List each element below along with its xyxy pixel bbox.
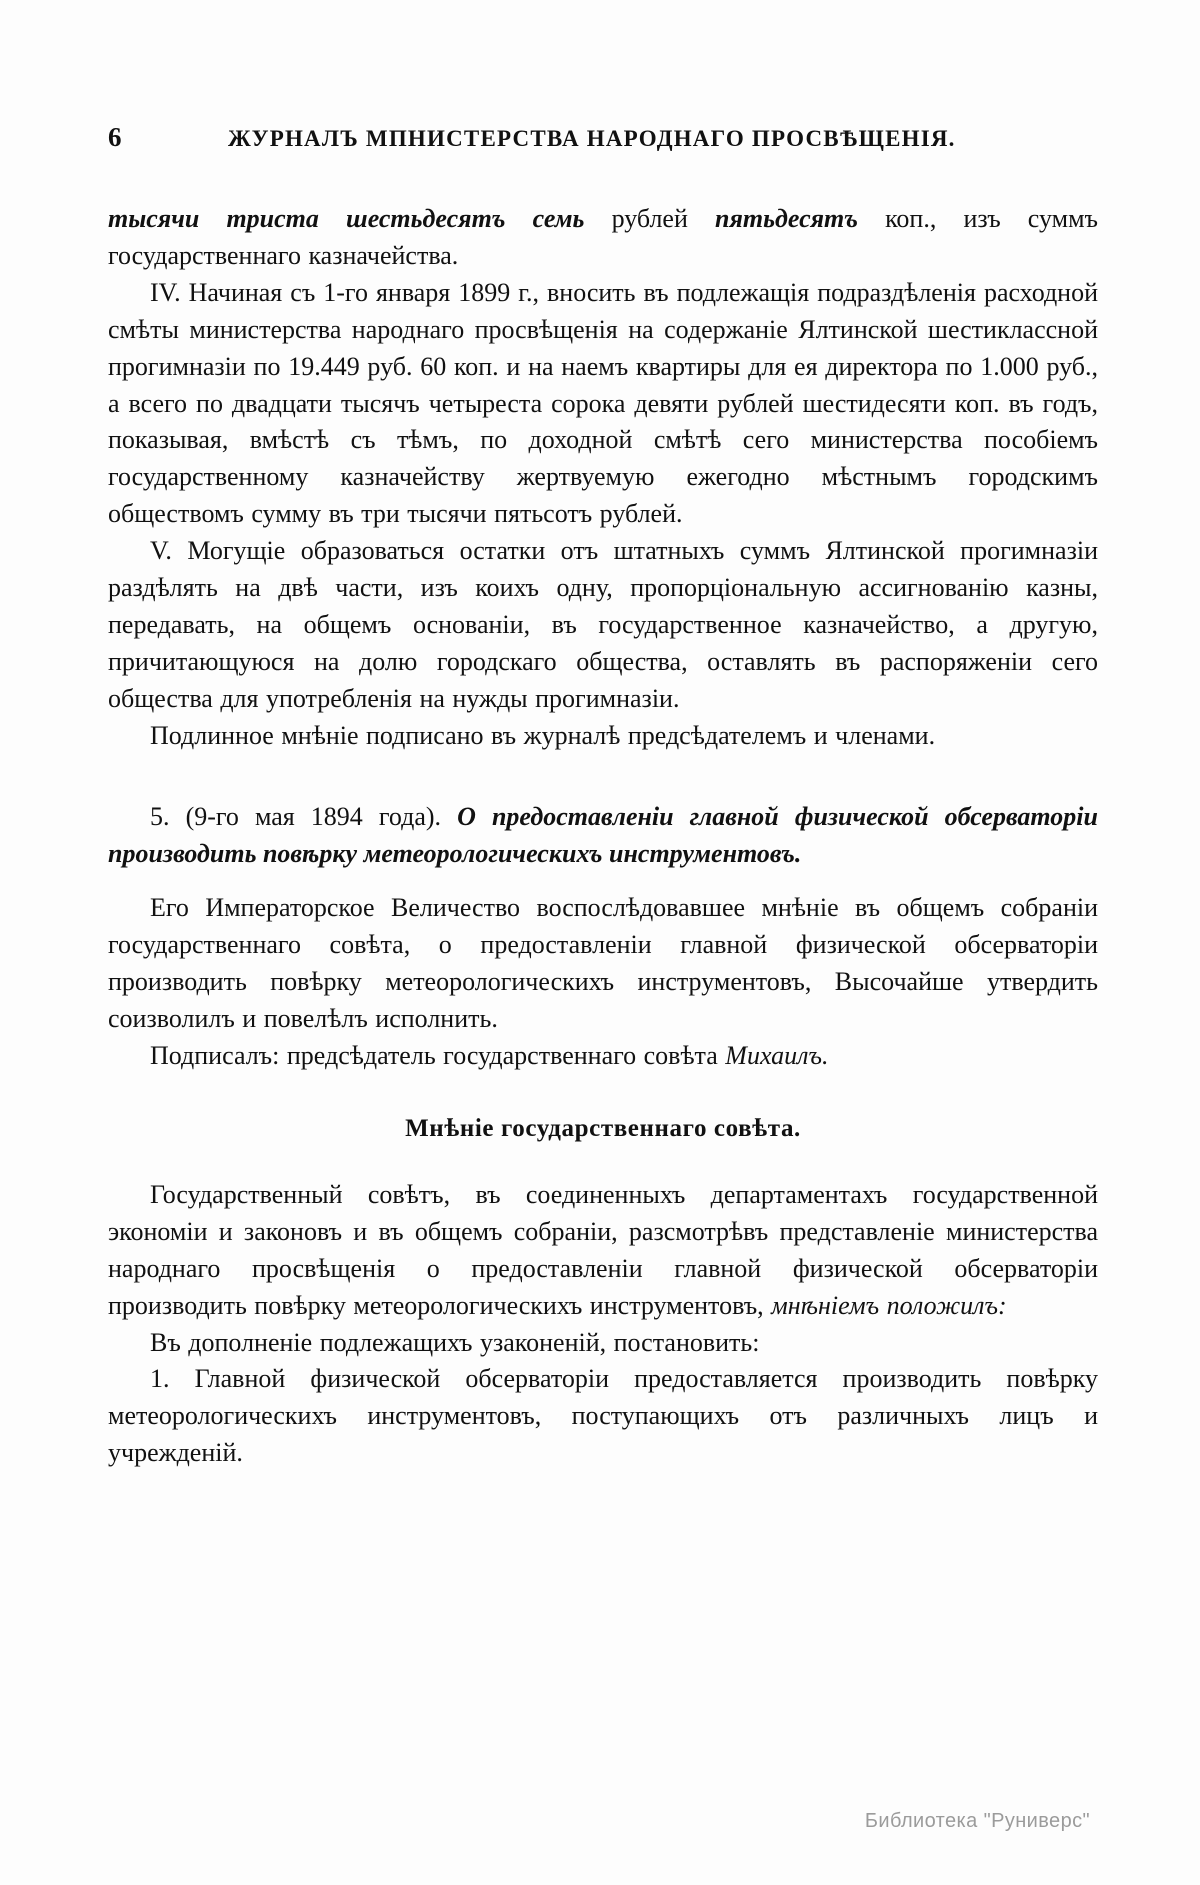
- paragraph-continued: [108, 201, 1098, 275]
- paragraph-council-3: 1. Главной физической обсерваторіи предоставляется производить повѣрку метеорологическихъ инструментовъ, поступающихъ отъ различныхъ лицъ и учрежденій.: [108, 1364, 1098, 1468]
- paragraph-article-v: V. Могущіе образоваться остатки отъ штатныхъ суммъ Ялтинской прогимназіи раздѣлять на двѣ части, изъ коихъ одну, пропорціональную ассигнованію казны, передавать, на общемъ основаніи, въ государственное казначейство, а другую, причитающуюся на долю городскаго общества, оставлять въ распоряженіи сего общества для употребленія на нужды прогимназіи.: [108, 536, 1098, 713]
- undersigned-prefix: Подписалъ: предсѣдатель государственнаго совѣта: [150, 1041, 726, 1071]
- page-content: [108, 122, 1098, 1472]
- item-5-heading: [108, 799, 1098, 873]
- paragraph-undersigned: [108, 1038, 1098, 1075]
- continued-tail: коп., изъ суммъ государственнаго казначейства.: [108, 204, 1098, 270]
- paragraph-spacer: [108, 872, 1098, 890]
- council-1-text: Государственный совѣтъ, въ соединенныхъ департаментахъ государственной экономіи и законовъ и въ общемъ собраніи, разсмотрѣвъ представленіе министерства народнаго просвѣщенія о предоставленіи главной физической обсерваторіи производить повѣрку метеорологическихъ инструментовъ,: [108, 1179, 1098, 1320]
- page-header: [108, 122, 1098, 153]
- undersigned-name: Михаилъ.: [725, 1041, 829, 1071]
- running-title: ЖУРНАЛЪ МПНИСТЕРСТВА НАРОДНАГО ПРОСВѢЩЕНІЯ.: [228, 126, 956, 151]
- council-1-italic: мнѣніемъ положилъ:: [771, 1290, 1007, 1320]
- page-number: 6: [108, 122, 122, 152]
- continued-italic-phrase-2: пятьдесятъ: [715, 204, 858, 233]
- paragraph-signed-note: Подлинное мнѣніе подписано въ журналѣ предсѣдателемъ и членами.: [150, 720, 936, 750]
- item-5-number: 5. (9-го мая 1894 года).: [150, 801, 458, 831]
- continued-italic-phrase: тысячи триста шестьдесятъ семь: [108, 204, 585, 233]
- paragraph-council-2: Въ дополненіе подлежащихъ узаконеній, постановить:: [150, 1327, 760, 1357]
- paragraph-imperial-decree: Его Императорское Величество воспослѣдовавшее мнѣніе въ общемъ собраніи государственнаго совѣта, о предоставленіи главной физической обсерваторіи производить повѣрку метеорологическихъ инструментовъ, Высочайше утвердить соизволилъ и повелѣлъ исполнить.: [108, 893, 1098, 1034]
- continued-rest: рублей: [584, 204, 716, 233]
- paragraph-council-1: [108, 1177, 1098, 1325]
- section-spacer: [108, 755, 1098, 799]
- library-watermark: Библиотека "Руниверс": [864, 1810, 1090, 1832]
- paragraph-article-iv: IV. Начиная съ 1-го января 1899 г., вносить въ подлежащія подраздѣленія расходной смѣты министерства народнаго просвѣщенія на содержаніе Ялтинской шестиклассной прогимназіи по 19.449 руб. 60 коп. и на наемъ квартиры для ея директора по 1.000 руб., а всего по двадцати тысячъ четыреста сорока девяти рублей шестидесяти коп. въ годъ, показывая, вмѣстѣ съ тѣмъ, по доходной смѣтѣ сего министерства пособіемъ государственному казначейству жертвуемую ежегодно мѣстнымъ городскимъ обществомъ сумму въ три тысячи пятьсотъ рублей.: [108, 277, 1098, 529]
- section-subheading: Мнѣніе государственнаго совѣта.: [405, 1114, 801, 1142]
- item-5-title: О предоставленіи главной физической обсерваторіи производить повѣрку метеорологическихъ инструментовъ.: [108, 801, 1098, 868]
